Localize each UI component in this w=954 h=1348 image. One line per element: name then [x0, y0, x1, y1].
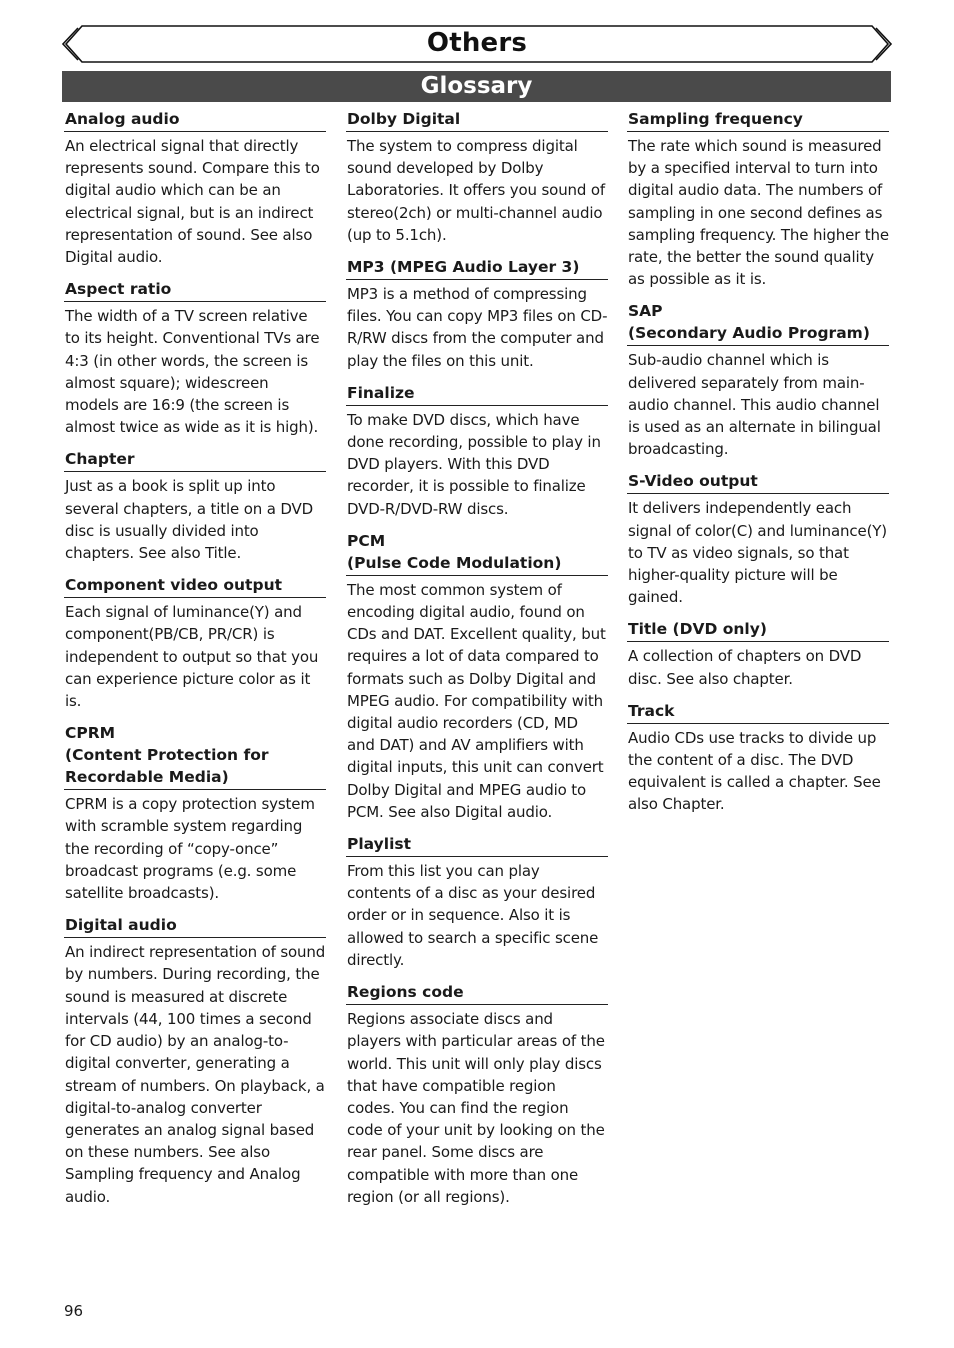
- glossary-term-line: S-Video output: [628, 472, 758, 491]
- glossary-definition: Sub-audio channel which is delivered separately from main-audio channel. This audio channel is used as an alternate in bilingual broadcasting.: [628, 351, 881, 459]
- glossary-definition: Each signal of luminance(Y) and component(PB/CB, PR/CR) is independent to output so that you can experience picture color as it is.: [65, 603, 319, 711]
- glossary-term-line: Chapter: [65, 450, 135, 469]
- glossary-term-line: (Pulse Code Modulation): [347, 553, 562, 572]
- glossary-term: [64, 448, 326, 472]
- glossary-entry-pcm: [346, 530, 608, 823]
- glossary-term: [346, 256, 608, 280]
- glossary-entry-title-dvd-only: [627, 618, 889, 689]
- glossary-term: [627, 700, 889, 724]
- glossary-term-line: Dolby Digital: [347, 110, 461, 128]
- glossary-definition: The width of a TV screen relative to its height. Conventional TVs are 4:3 (in other words, the screen is almost square); widescreen models are 16:9 (the screen is almost twice as wide as it is high).: [65, 307, 320, 437]
- glossary-term-line: Digital audio: [65, 916, 177, 935]
- glossary-term-line: Regions code: [347, 983, 464, 1002]
- glossary-term-line: CPRM: [65, 724, 116, 743]
- glossary-definition: An indirect representation of sound by numbers. During recording, the sound is measured at discrete intervals (44, 100 times a second for CD audio) by an analog-to-digital converter, generating a stream of numbers. On playback, a digital-to-analog converter generates an analog signal based on these numbers. See also Sampling frequency and Analog audio.: [65, 943, 326, 1206]
- glossary-definition: Regions associate discs and players with particular areas of the world. This unit will only play discs that have compatible region codes. You can find the region code of your unit by looking on the rear panel. Some discs are compatible with more than one region (or all regions).: [347, 1010, 605, 1206]
- glossary-column-3: [627, 108, 889, 826]
- section-banner: [62, 24, 892, 64]
- glossary-entry-sampling-frequency: [627, 108, 889, 290]
- glossary-definition: A collection of chapters on DVD disc. See also chapter.: [628, 647, 862, 688]
- glossary-definition: An electrical signal that directly represents sound. Compare this to digital audio which can be an electrical signal, but is an indirect representation of sound. See also Digital audio.: [65, 137, 320, 267]
- glossary-entry-finalize: [346, 382, 608, 520]
- glossary-entry-digital-audio: [64, 914, 326, 1207]
- glossary-term-line: PCM: [347, 531, 386, 550]
- glossary-term-line: Finalize: [347, 383, 415, 402]
- glossary-term-line: Recordable Media): [65, 768, 229, 787]
- glossary-entry-regions-code: [346, 981, 608, 1208]
- glossary-term: [64, 278, 326, 302]
- glossary-term-line: Track: [628, 701, 675, 720]
- glossary-entry-mp3-mpeg-audio-layer-3: [346, 256, 608, 372]
- glossary-term-line: MP3 (MPEG Audio Layer 3): [347, 258, 580, 277]
- glossary-term: [64, 914, 326, 938]
- glossary-term: [346, 833, 608, 857]
- glossary-term-line: Sampling frequency: [628, 110, 803, 128]
- page-number: 96: [64, 1302, 84, 1320]
- glossary-term-line: Aspect ratio: [65, 280, 172, 299]
- glossary-header: [62, 71, 891, 102]
- glossary-term: [627, 300, 889, 346]
- glossary-term: [346, 530, 608, 576]
- glossary-term: [627, 108, 889, 132]
- glossary-entry-analog-audio: [64, 108, 326, 268]
- glossary-entry-track: [627, 700, 889, 816]
- glossary-term-line: SAP: [628, 302, 663, 321]
- glossary-term: [627, 470, 889, 494]
- glossary-term: [627, 618, 889, 642]
- glossary-entry-dolby-digital: [346, 108, 608, 246]
- glossary-entry-playlist: [346, 833, 608, 971]
- glossary-term: [346, 382, 608, 406]
- glossary-term: [64, 722, 326, 790]
- glossary-term: [346, 108, 608, 132]
- glossary-definition: Audio CDs use tracks to divide up the content of a disc. The DVD equivalent is called a chapter. See also Chapter.: [628, 728, 881, 814]
- glossary-term-line: Component video output: [65, 576, 283, 595]
- glossary-definition: The most common system of encoding digital audio, found on CDs and DAT. Excellent quality, but requires a lot of data compared to formats such as Dolby Digital and MPEG audio. For compatibility with digital audio recorders (CD, MD and DAT) and AV amplifiers with digital inputs, this unit can convert Dolby Digital and MPEG audio to PCM. See also Digital audio.: [347, 580, 606, 821]
- glossary-entry-sap: [627, 300, 889, 460]
- section-title: Others: [426, 28, 528, 58]
- glossary-definition: It delivers independently each signal of color(C) and luminance(Y) to TV as video signals, so that higher-quality picture will be gained.: [628, 499, 887, 607]
- glossary-column-2: [346, 108, 608, 1218]
- glossary-entry-aspect-ratio: [64, 278, 326, 438]
- glossary-title: Glossary: [420, 73, 533, 99]
- glossary-column-1: [64, 108, 326, 1218]
- glossary-definition: The rate which sound is measured by a specified interval to turn into digital audio data. The numbers of sampling in one second defines as sampling frequency. The higher the rate, the better the sound quality as possible as it is.: [628, 137, 889, 289]
- glossary-term-line: (Content Protection for: [65, 746, 269, 765]
- glossary-entry-s-video-output: [627, 470, 889, 608]
- glossary-term-line: Analog audio: [65, 110, 180, 128]
- glossary-entry-cprm: [64, 722, 326, 904]
- glossary-term: [64, 108, 326, 132]
- glossary-entry-chapter: [64, 448, 326, 564]
- glossary-definition: Just as a book is split up into several chapters, a title on a DVD disc is usually divided into chapters. See also Title.: [65, 477, 314, 563]
- glossary-term: [346, 981, 608, 1005]
- glossary-definition: From this list you can play contents of a disc as your desired order or in sequence. Also it is allowed to search a specific scene directly.: [347, 862, 599, 969]
- glossary-definition: The system to compress digital sound developed by Dolby Laboratories. It offers you sound of stereo(2ch) or multi-channel audio (up to 5.1ch).: [347, 137, 606, 244]
- glossary-definition: To make DVD discs, which have done recording, possible to play in DVD players. With this DVD recorder, it is possible to finalize DVD-R/DVD-RW discs.: [347, 410, 601, 518]
- glossary-term: [64, 574, 326, 598]
- glossary-definition: CPRM is a copy protection system with scramble system regarding the recording of “copy-once” broadcast programs (e.g. some satellite broadcasts).: [65, 795, 315, 903]
- glossary-term-line: Title (DVD only): [628, 620, 767, 639]
- glossary-entry-component-video-output: [64, 574, 326, 712]
- glossary-term-line: (Secondary Audio Program): [628, 324, 870, 343]
- glossary-term-line: Playlist: [347, 835, 412, 854]
- glossary-definition: MP3 is a method of compressing files. You can copy MP3 files on CD-R/RW discs from the computer and play the files on this unit.: [347, 285, 608, 370]
